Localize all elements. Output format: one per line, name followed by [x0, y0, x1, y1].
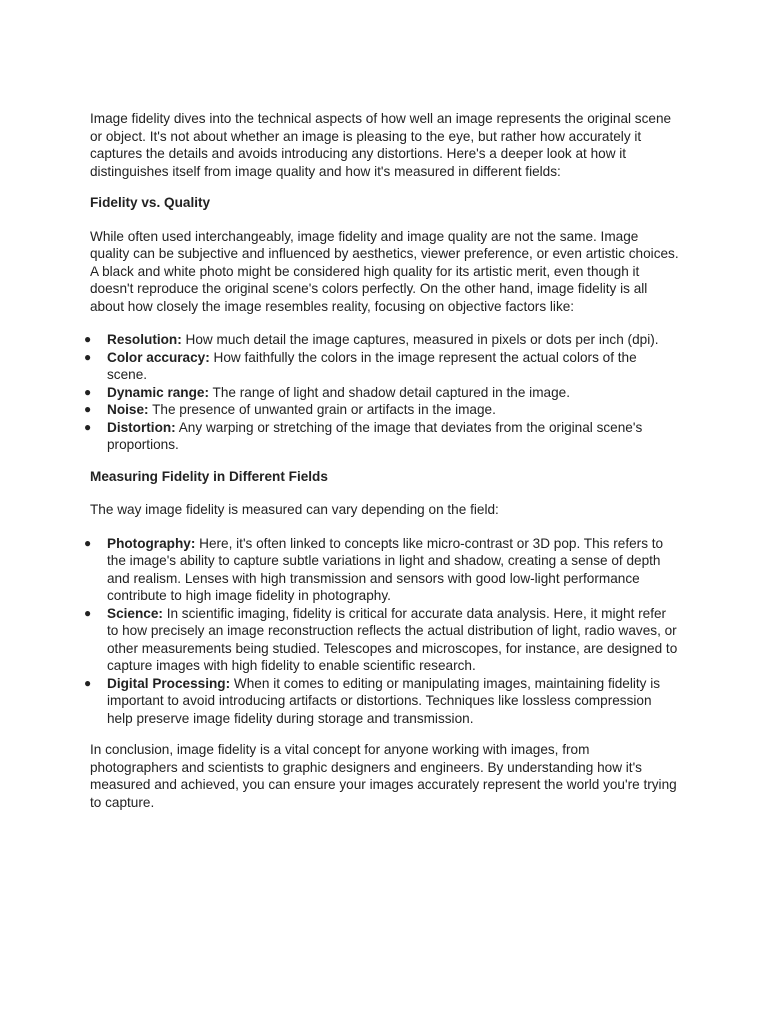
list-item-text: The range of light and shadow detail captured in the image.	[209, 384, 570, 400]
bullet-icon: ●	[84, 402, 92, 416]
list-item-text: The presence of unwanted grain or artifacts in the image.	[148, 402, 496, 417]
list-item-term: Photography:	[107, 535, 196, 551]
list-item-text: How much detail the image captures, measured in pixels or dots per inch (dpi).	[181, 332, 659, 347]
list-item-text: When it comes to editing or manipulating images, maintaining fidelity is important to avoid introducing artifacts or distortions. Techniques like lossless compression help preserve image fidelity during storage and transmission.	[107, 675, 661, 726]
list-item-text: Here, it's often linked to concepts like micro-contrast or 3D pop. This refers to the image's ability to capture subtle variations in light and shadow, creating a sense of depth and realism. Lenses with high transmission and sensors with good low-light performance contribute to high image fidelity in photography.	[107, 535, 664, 603]
list-item-term: Noise:	[107, 402, 149, 417]
list-item	[84, 535, 680, 605]
bullet-icon: ●	[84, 349, 92, 364]
list-item	[84, 384, 680, 402]
section-paragraph-measuring-fidelity: The way image fidelity is measured can vary depending on the field:	[90, 502, 499, 517]
bullet-icon: ●	[84, 332, 92, 346]
list-item	[84, 401, 680, 419]
list-item	[84, 605, 680, 675]
list-item	[84, 331, 680, 349]
list-item-term: Color accuracy:	[107, 349, 210, 365]
list-item-term: Dynamic range:	[107, 384, 209, 400]
bullet-icon: ●	[84, 675, 92, 690]
list-item-text: How faithfully the colors in the image represent the actual colors of the scene.	[107, 349, 637, 382]
fidelity-factors-list	[84, 331, 680, 454]
bullet-icon: ●	[84, 605, 92, 620]
section-heading-measuring-fidelity: Measuring Fidelity in Different Fields	[90, 468, 328, 484]
fields-list	[84, 535, 680, 728]
bullet-icon: ●	[84, 535, 92, 550]
intro-paragraph: Image fidelity dives into the technical aspects of how well an image represents the original scene or object. It's not about whether an image is pleasing to the eye, but rather how accurately it captures the details and avoids introducing any distortions. Here's a deeper look at how it distinguishes itself from image quality and how it's measured in different fields:	[90, 111, 672, 179]
list-item	[84, 675, 680, 728]
section-heading-fidelity-vs-quality: Fidelity vs. Quality	[90, 195, 211, 210]
bullet-icon: ●	[84, 384, 92, 399]
list-item	[84, 419, 680, 454]
list-item-term: Distortion:	[107, 419, 176, 435]
conclusion-paragraph: In conclusion, image fidelity is a vital concept for anyone working with images, from photographers and scientists to graphic designers and engineers. By understanding how it's measured and achieved, you can ensure your images accurately represent the world you're trying to capture.	[90, 742, 677, 810]
list-item	[84, 349, 680, 384]
list-item-text: Any warping or stretching of the image that deviates from the original scene's proportions.	[107, 419, 643, 452]
document-page	[84, 110, 680, 811]
list-item-term: Digital Processing:	[107, 675, 231, 691]
list-item-text: In scientific imaging, fidelity is critical for accurate data analysis. Here, it might refer to how precisely an image reconstruction reflects the actual distribution of light, radio waves, or other measurements being studied. Telescopes and microscopes, for instance, are designed to capture images with high fidelity to enable scientific research.	[107, 605, 678, 673]
section-paragraph-fidelity-vs-quality: While often used interchangeably, image fidelity and image quality are not the same. Image quality can be subjective and influenced by aesthetics, viewer preference, or even artistic choices. A black and white photo might be considered high quality for its artistic merit, even though it doesn't reproduce the original scene's colors perfectly. On the other hand, image fidelity is all about how closely the image resembles reality, focusing on objective factors like:	[90, 228, 679, 314]
bullet-icon: ●	[84, 419, 92, 434]
list-item-term: Science:	[107, 605, 163, 621]
list-item-term: Resolution:	[107, 332, 182, 347]
